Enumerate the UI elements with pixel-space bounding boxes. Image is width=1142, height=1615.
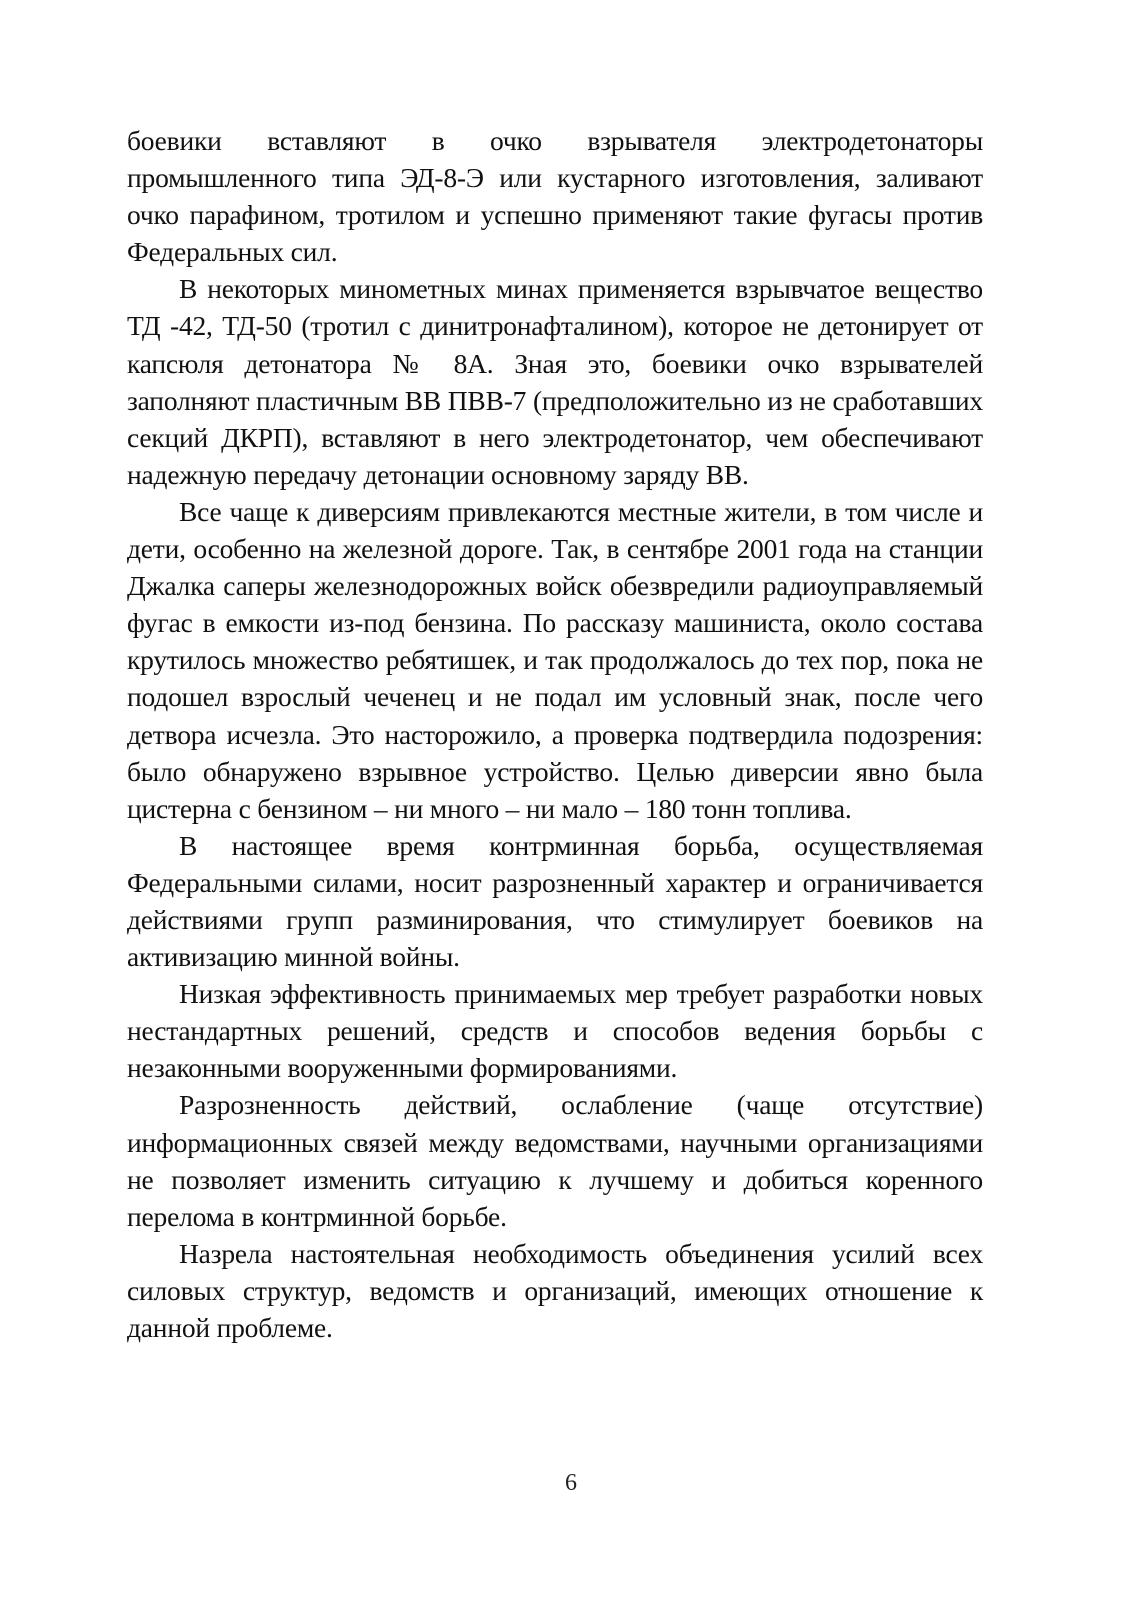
- paragraph-7: Назрела настоятельная необходимость объединения усилий всех силовых структур, ведомств и организаций, имеющих отношение к данной проблеме.: [127, 1237, 983, 1343]
- paragraph-6: Разрозненность действий, ослабление (чаще отсутствие) информационных связей между ведомствами, научными организациями не позволяет изменить ситуацию к лучшему и добиться коренного перелома в контрминной борьбе.: [127, 1089, 983, 1232]
- paragraph-2: В некоторых минометных минах применяется взрывчатое вещество ТД -42, ТД-50 (тротил с динитронафталином), которое не детонирует от капсюля детонатора № 8А. Зная это, боевики очко взрывателей заполняют пластичным ВВ ПВВ-7 (предположительно из не сработавших секций ДКРП), вставляют в него электродетонатор, чем обеспечивают надежную передачу детонации основному заряду ВВ.: [127, 273, 983, 490]
- document-body: [127, 122, 983, 1346]
- page-number: 6: [565, 1470, 577, 1496]
- paragraph-4: В настоящее время контрминная борьба, осуществляемая Федеральными силами, носит разрозненный характер и ограничивается действиями групп разминирования, что стимулирует боевиков на активизацию минной войны.: [127, 829, 983, 973]
- paragraph-1: боевики вставляют в очко взрывателя электродетонаторы промышленного типа ЭД-8-Э или кустарного изготовления, заливают очко парафином, тротилом и успешно применяют такие фугасы против Федеральных сил.: [127, 125, 983, 268]
- paragraph-3: Все чаще к диверсиям привлекаются местные жители, в том числе и дети, особенно на железной дороге. Так, в сентябре 2001 года на станции Джалка саперы железнодорожных войск обезвредили радиоуправляемый фугас в емкости из-под бензина. По рассказу машиниста, около состава крутилось множество ребятишек, и так продолжалось до тех пор, пока не подошел взрослый чеченец и не подал им условный знак, после чего детвора исчезла. Это насторожило, а проверка подтвердила подозрения: было обнаружено взрывное устройство. Целью диверсии явно была цистерна с бензином – ни много – ни мало – 180 тонн топлива.: [127, 495, 983, 824]
- paragraph-5: Низкая эффективность принимаемых мер требует разработки новых нестандартных решений, средств и способов ведения борьбы с незаконными вооруженными формированиями.: [127, 978, 983, 1084]
